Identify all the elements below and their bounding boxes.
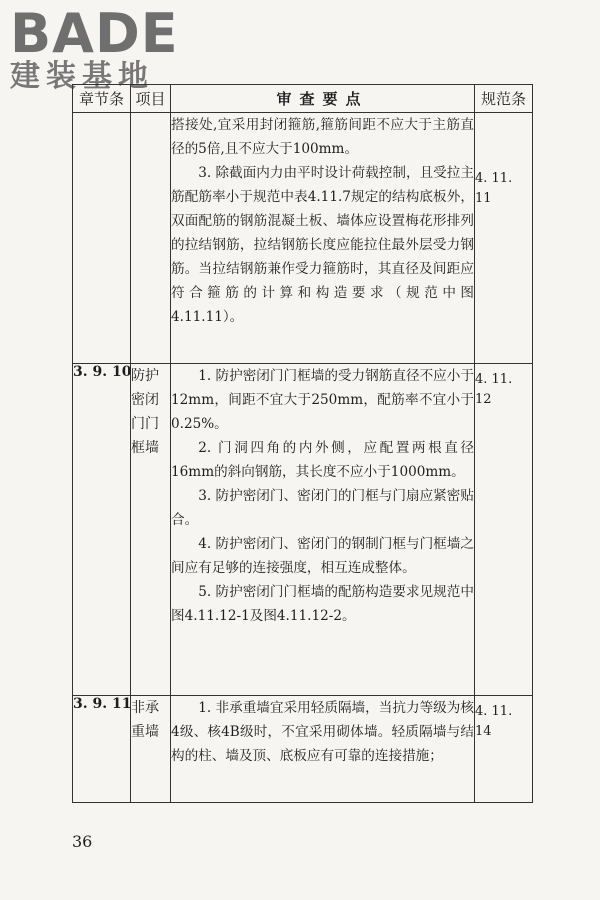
paragraph: 1. 非承重墙宜采用轻质隔墙，当抗力等级为核4级、核4B级时，不宜采用砌体墙。轻质隔墙与结构的柱、墙及顶、底板应有可靠的连接措施； <box>171 700 474 764</box>
page-number: 36 <box>72 832 93 851</box>
section-number: 3. 9. 11 <box>73 696 131 803</box>
paragraph: 2. 门洞四角的内外侧，应配置两根直径16mm的斜向钢筋，其长度不应小于1000mm。 <box>171 440 474 480</box>
table-header-row <box>73 85 533 113</box>
paragraph: 搭接处,宜采用封闭箍筋,箍筋间距不应大于主筋直径的5倍,且不应大于100mm。 <box>171 117 474 157</box>
paragraph: 3. 除截面内力由平时设计荷载控制，且受拉主筋配筋率小于规范中表4.11.7规定的结构底板外，双面配筋的钢筋混凝土板、墙体应设置梅花形排列的拉结钢筋，拉结钢筋长度应能拉住最外层受力钢筋。当拉结钢筋兼作受力箍筋时，其直径及间距应符合箍筋的计算和构造要求（规范中图4.11.11）。 <box>171 165 474 325</box>
header-reference: 规范条 <box>475 85 533 113</box>
review-points <box>171 113 475 364</box>
reference-text: 4. 11. 11 <box>475 171 513 206</box>
table-row <box>73 696 533 803</box>
logo <box>10 2 179 94</box>
paragraph: 4. 防护密闭门、密闭门的钢制门框与门框墙之间应有足够的连接强度，相互连成整体。 <box>171 536 474 576</box>
review-points <box>171 696 475 803</box>
paragraph: 1. 防护密闭门门框墙的受力钢筋直径不应小于12mm，间距不宜大于250mm，配筋率不宜小于0.25%。 <box>171 368 474 432</box>
item-name: 非承重墙 <box>131 696 171 803</box>
review-table <box>72 84 533 803</box>
reference-text: 4. 11. 12 <box>475 372 513 407</box>
reference-clause <box>475 696 533 803</box>
table-row <box>73 113 533 364</box>
paragraph: 3. 防护密闭门、密闭门的门框与门扇应紧密贴合。 <box>171 488 474 528</box>
section-number: 3. 9. 10 <box>73 364 131 696</box>
header-item: 项目 <box>131 85 171 113</box>
logo-wordmark: BADE <box>10 2 179 65</box>
header-section: 章节条 <box>73 85 131 113</box>
reference-text: 4. 11. 14 <box>475 704 513 739</box>
paragraph: 5. 防护密闭门门框墙的配筋构造要求见规范中图4.11.12-1及图4.11.12-2。 <box>171 584 474 624</box>
section-number <box>73 113 131 364</box>
reference-clause <box>475 113 533 364</box>
header-review-points: 审查要点 <box>171 85 475 113</box>
review-points <box>171 364 475 696</box>
logo-subtitle: 建装基地 <box>10 59 154 94</box>
item-name: 防护密闭门门框墙 <box>131 364 171 696</box>
table-row <box>73 364 533 696</box>
item-name <box>131 113 171 364</box>
reference-clause <box>475 364 533 696</box>
